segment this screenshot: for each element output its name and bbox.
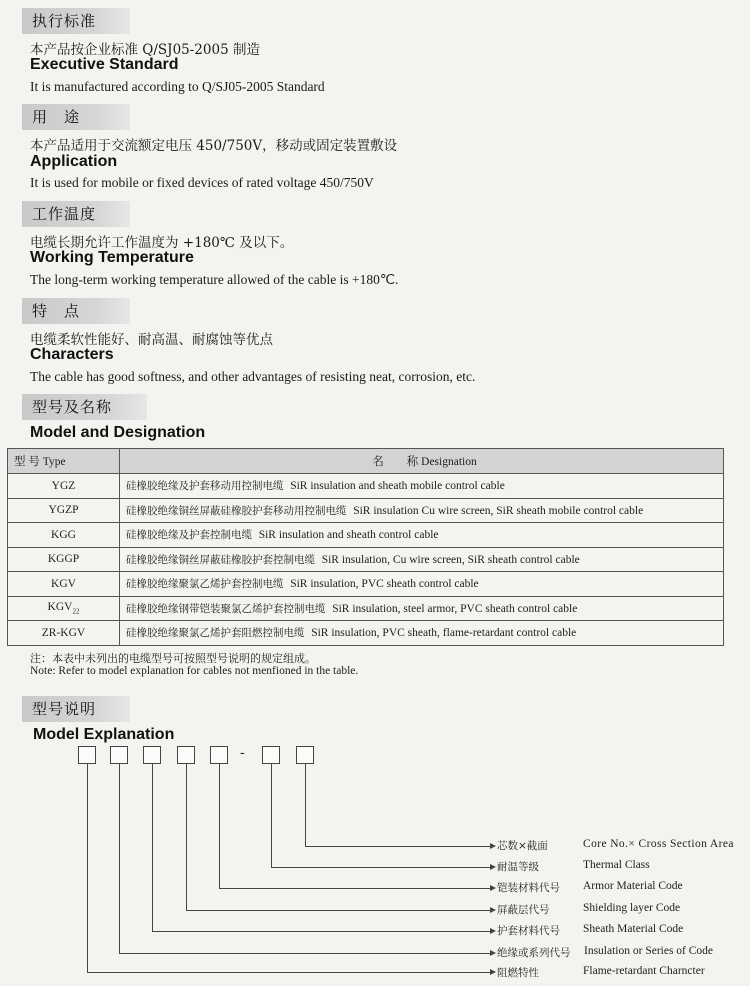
table-row <box>8 474 724 499</box>
section-header-explanation: 型号说明 <box>22 696 130 722</box>
arrow-right-icon <box>490 928 496 934</box>
arrow-right-icon <box>490 969 496 975</box>
designation-en: SiR insulation Cu wire screen, SiR sheath mobile control cable <box>353 504 644 517</box>
standard-en-text: It is manufactured according to Q/SJ05-2005 Standard <box>30 79 325 94</box>
model-code: YGZP <box>8 498 120 523</box>
arrow-right-icon <box>490 864 496 870</box>
designation-en: SiR insulation, steel armor, PVC sheath control cable <box>332 602 578 615</box>
leader-line <box>186 764 187 910</box>
designation-cn: 硅橡胶绝缘及护套移动用控制电缆 <box>126 480 284 493</box>
leader-line <box>152 764 153 931</box>
temperature-cn-text: 电缆长期允许工作温度为 +180℃ 及以下。 <box>30 235 294 251</box>
table-row <box>8 547 724 572</box>
leader-line <box>271 764 272 867</box>
temperature-en-title: Working Temperature <box>30 249 194 266</box>
explanation-label-en: Sheath Material Code <box>583 923 684 935</box>
temperature-en-text: The long-term working temperature allowed of the cable is +180℃. <box>30 272 399 287</box>
explanation-label-en: Shielding layer Code <box>583 902 681 914</box>
section-header-designation: 型号及名称 <box>22 394 147 420</box>
explanation-label-cn: 阻燃特性 <box>497 967 539 979</box>
explanation-label-cn: 芯数×截面 <box>497 840 548 852</box>
section-header-characters: 特 点 <box>22 298 130 324</box>
model-designation <box>120 596 724 621</box>
explanation-label-en: Core No.× Cross Section Area <box>583 838 734 850</box>
leader-line <box>87 764 88 972</box>
code-box <box>177 746 195 764</box>
leader-line <box>219 888 491 889</box>
explanation-label-cn: 耐温等级 <box>497 861 539 873</box>
application-cn-text: 本产品适用于交流额定电压 450/750V，移动或固定装置敷设 <box>30 138 398 154</box>
model-designation <box>120 474 724 499</box>
model-code: KGV <box>8 572 120 597</box>
arrow-right-icon <box>490 843 496 849</box>
arrow-right-icon <box>490 907 496 913</box>
table-row <box>8 498 724 523</box>
explanation-label-en: Armor Material Code <box>583 880 683 892</box>
code-box <box>296 746 314 764</box>
model-table <box>7 448 724 646</box>
designation-en: SiR insulation, PVC sheath, flame-retardant control cable <box>311 627 577 640</box>
table-row <box>8 572 724 597</box>
model-code-subscript: 22 <box>72 607 80 616</box>
explanation-label-en: Flame-retardant Charncter <box>583 965 705 977</box>
explanation-en-title: Model Explanation <box>33 726 175 743</box>
table-note-cn: 注：本表中未列出的电缆型号可按照型号说明的规定组成。 <box>30 652 316 665</box>
explanation-label-en: Thermal Class <box>583 859 650 871</box>
model-designation <box>120 547 724 572</box>
explanation-label-cn: 护套材料代号 <box>497 925 560 937</box>
arrow-right-icon <box>490 885 496 891</box>
designation-cn: 硅橡胶绝缘铜丝屏蔽硅橡胶护套移动用控制电缆 <box>126 504 347 517</box>
designation-en: SiR insulation and sheath control cable <box>258 529 439 542</box>
designation-cn: 硅橡胶绝缘钢带铠装聚氯乙烯护套控制电缆 <box>126 602 326 615</box>
model-designation <box>120 523 724 548</box>
designation-cn: 硅橡胶绝缘及护套控制电缆 <box>126 529 252 542</box>
model-code-main: KGV <box>47 601 73 614</box>
explanation-label-cn: 屏蔽层代号 <box>497 904 550 916</box>
code-box <box>143 746 161 764</box>
characters-en-title: Characters <box>30 346 114 363</box>
code-box <box>110 746 128 764</box>
model-code: ZR-KGV <box>8 621 120 646</box>
designation-en: SiR insulation, PVC sheath control cable <box>290 578 479 591</box>
characters-cn-text: 电缆柔软性能好、耐高温、耐腐蚀等优点 <box>30 332 273 348</box>
designation-cn: 硅橡胶绝缘铜丝屏蔽硅橡胶护套控制电缆 <box>126 553 315 566</box>
leader-line <box>186 910 491 911</box>
leader-line <box>305 846 491 847</box>
leader-line <box>152 931 491 932</box>
designation-cn: 硅橡胶绝缘聚氯乙烯护套阻燃控制电缆 <box>126 627 305 640</box>
model-code: KGGP <box>8 547 120 572</box>
application-en-text: It is used for mobile or fixed devices of rated voltage 450/750V <box>30 175 374 190</box>
designation-cn: 硅橡胶绝缘聚氯乙烯护套控制电缆 <box>126 578 284 591</box>
leader-line <box>271 867 491 868</box>
leader-line <box>119 953 491 954</box>
designation-en: SiR insulation, Cu wire screen, SiR sheath control cable <box>321 553 580 566</box>
code-dash: - <box>240 745 245 761</box>
leader-line <box>87 972 491 973</box>
model-designation <box>120 572 724 597</box>
leader-line <box>219 764 220 888</box>
characters-en-text: The cable has good softness, and other advantages of resisting neat, corrosion, etc. <box>30 369 476 384</box>
model-code: YGZ <box>8 474 120 499</box>
table-note-en: Note: Refer to model explanation for cables not menfioned in the table. <box>30 665 359 677</box>
section-header-temperature: 工作温度 <box>22 201 130 227</box>
explanation-label-cn: 铠装材料代号 <box>497 882 560 894</box>
application-en-title: Application <box>30 153 118 170</box>
explanation-label-en: Insulation or Series of Code <box>584 945 714 957</box>
table-row <box>8 596 724 621</box>
standard-cn-text: 本产品按企业标准 Q/SJ05-2005 制造 <box>30 42 260 58</box>
section-header-application: 用 途 <box>22 104 130 130</box>
code-box <box>262 746 280 764</box>
designation-en: SiR insulation and sheath mobile control cable <box>290 480 505 493</box>
standard-en-title: Executive Standard <box>30 56 179 73</box>
leader-line <box>305 764 306 846</box>
section-header-standard: 执行标准 <box>22 8 130 34</box>
column-header-designation: 名 称 Designation <box>120 449 724 474</box>
arrow-right-icon <box>490 950 496 956</box>
model-code: KGG <box>8 523 120 548</box>
table-row <box>8 621 724 646</box>
designation-en-title: Model and Designation <box>30 424 206 441</box>
model-designation <box>120 498 724 523</box>
leader-line <box>119 764 120 953</box>
explanation-label-cn: 绝缘或系列代号 <box>497 947 571 959</box>
model-code <box>8 596 120 621</box>
code-box <box>210 746 228 764</box>
column-header-type: 型 号 Type <box>8 449 120 474</box>
table-header-row <box>8 449 724 474</box>
model-designation <box>120 621 724 646</box>
code-box <box>78 746 96 764</box>
table-row <box>8 523 724 548</box>
